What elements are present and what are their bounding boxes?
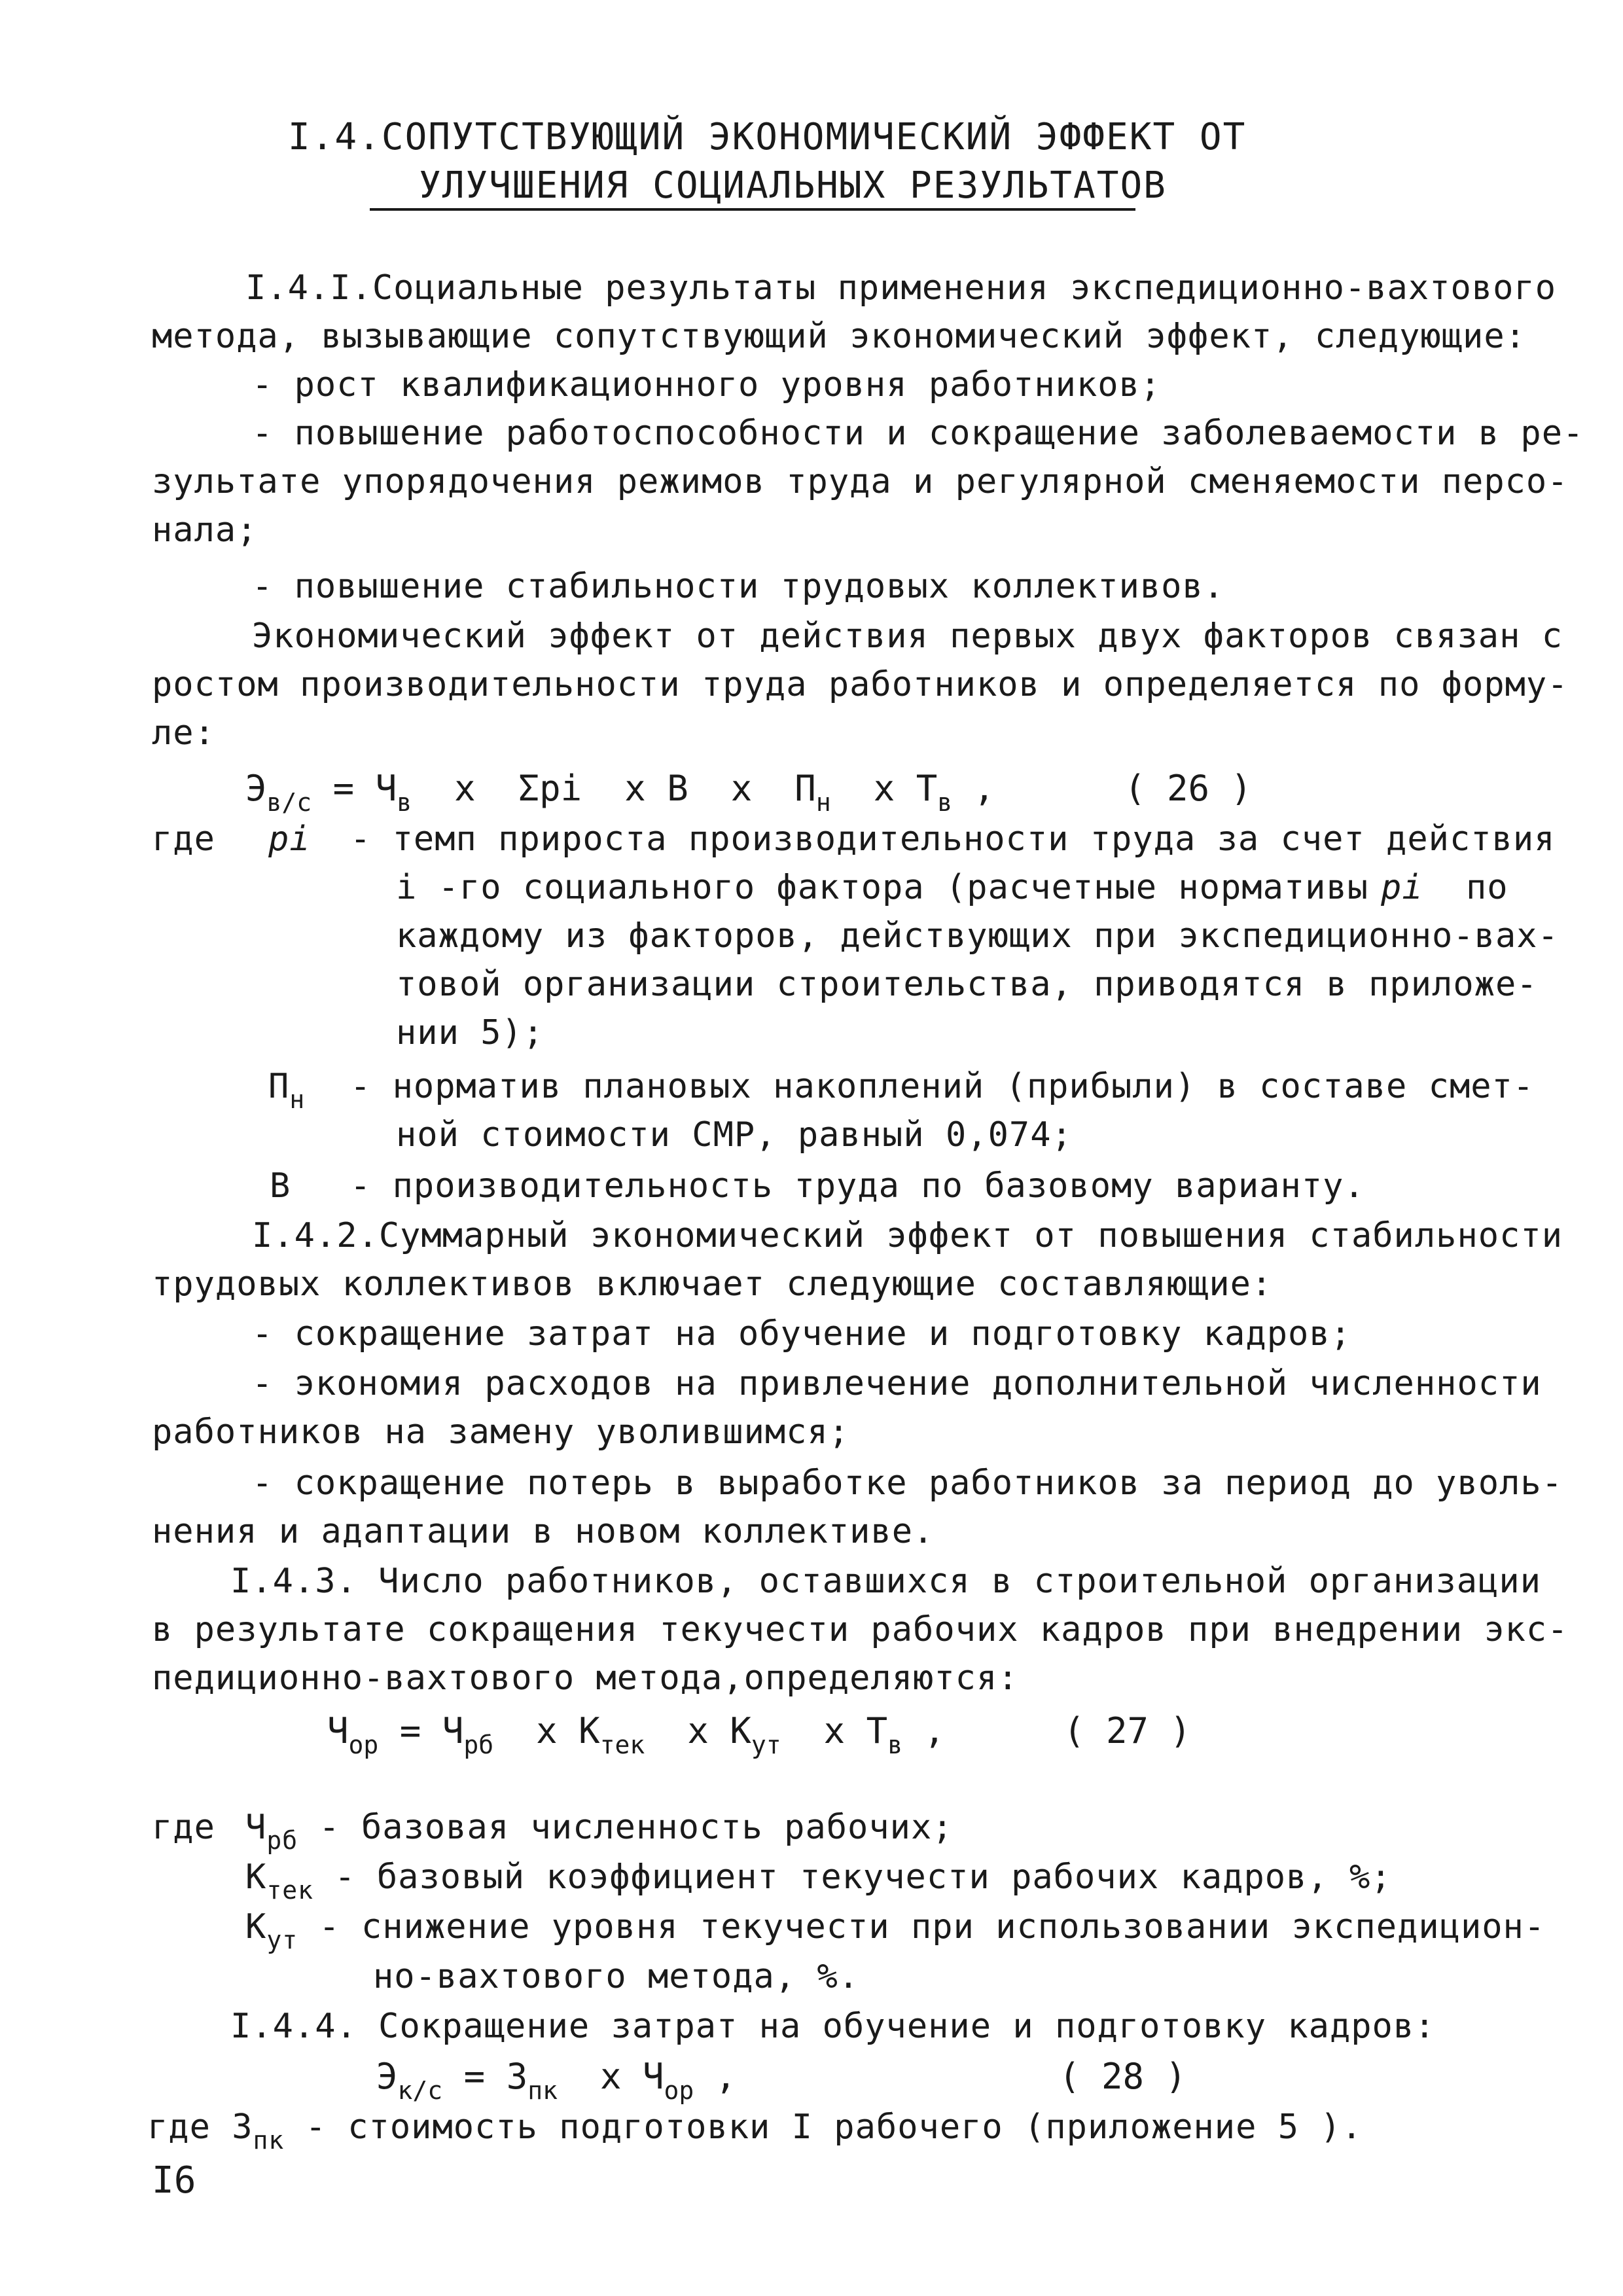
list-item-workability-cont2: нала; [152,511,258,550]
heading-underline [370,208,1135,211]
list-item-hiring-cont: работников на замену уволившимся; [152,1412,850,1452]
def-pi-line2: i -го социального фактора (расчетные нормативы [396,868,1369,907]
para-141-line2: метода, вызывающие сопутствующий экономический эффект, следующие: [152,317,1526,356]
def-pi-line3: каждому из факторов, действующих при экспедиционно-вах- [396,916,1559,956]
list-item-qualification: - рост квалификационного уровня работников; [252,365,1162,404]
list-item-losses-cont: нения и адаптации в новом коллективе. [152,1512,935,1551]
formula-27-number: ( 27 ) [1063,1710,1192,1751]
formula-28-number: ( 28 ) [1059,2056,1187,2097]
list-item-workability: - повышение работоспособности и сокращение заболеваемости в ре- [252,414,1584,453]
def-pi-line2-end: по [1466,868,1508,907]
page-number: I6 [152,2159,196,2202]
def-pn-line1: - норматив плановых накоплений (прибыли) в составе смет- [350,1067,1535,1106]
para-142-line1: I.4.2.Суммарный экономический эффект от повышения стабильности [252,1216,1563,1255]
def-ktek: $К_{тек}$ - базовый коэффициент текучести рабочих кадров, %; [245,1857,1392,1905]
formula-26: $Э_{в/с} = Ч_в$ x Σpi x В x $П_н$ x $Т_в$ , [245,768,995,817]
symbol-b: В [270,1166,291,1206]
section-heading-line2: УЛУЧШЕНИЯ СОЦИАЛЬНЫХ РЕЗУЛЬТАТОВ [419,164,1167,207]
def-pn-line2: ной стоимости СМР, равный 0,074; [396,1115,1073,1155]
para-142-line2: трудовых коллективов включает следующие составляющие: [152,1265,1273,1304]
def-zpk: где $З_{пк}$ - стоимость подготовки I рабочего (приложение 5 ). [147,2108,1363,2155]
list-item-losses: - сокращение потерь в выработке работников за период до уволь- [252,1463,1563,1503]
list-item-training: - сокращение затрат на обучение и подготовку кадров; [252,1314,1351,1354]
formula-27: $Ч_{ор} = Ч_{рб}$ x $К_{тек}$ x $К_{ут}$ x $Т_в$ , [327,1710,946,1759]
formula-26-number: ( 26 ) [1124,768,1253,809]
para-effect-line1: Экономический эффект от действия первых двух факторов связан с [252,617,1563,656]
para-effect-line3: ле: [152,713,215,753]
def-b-line1: - производительность труда по базовому варианту. [350,1166,1365,1206]
list-item-hiring: - экономия расходов на привлечение дополнительной численности [252,1364,1542,1403]
para-141-line1: I.4.I.Социальные результаты применения экспедиционно-вахтового [245,268,1557,308]
symbol-pn: $П_н$ [268,1067,306,1114]
def-kut-line2: но-вахтового метода, %. [373,1957,860,1996]
where-label-26: где [152,819,215,859]
list-item-stability: - повышение стабильности трудовых коллективов. [252,567,1225,606]
section-heading-line1: I.4.СОПУТСТВУЮЩИЙ ЭКОНОМИЧЕСКИЙ ЭФФЕКТ ОТ [288,116,1247,158]
formula-28: $Э_{к/с} = З_{пк}$ x $Ч_{ор}$ , [376,2056,737,2105]
def-pi-line4: товой организации строительства, приводятся в приложе- [396,965,1538,1004]
def-pi-line1: - темп прироста производительности труда за счет действия [350,819,1556,859]
where-label-27: где [152,1808,215,1847]
para-143-line2: в результате сокращения текучести рабочих кадров при внедрении экс- [152,1610,1569,1649]
def-chrb: $Ч_{рб}$ - базовая численность рабочих; [245,1808,954,1855]
def-pi-line5: нии 5); [396,1013,544,1052]
list-item-workability-cont1: зультате упорядочения режимов труда и регулярной сменяемости персо- [152,462,1569,501]
para-effect-line2: ростом производительности труда работников и определяется по форму- [152,665,1569,704]
para-143-line3: педиционно-вахтового метода,определяются: [152,1659,1019,1698]
symbol-pi: pi [268,819,311,859]
def-kut-line1: $К_{ут}$ - снижение уровня текучести при использовании экспедицион- [245,1907,1546,1954]
para-143-line1: I.4.3. Число работников, оставшихся в строительной организации [230,1562,1542,1601]
symbol-pi-inline: pi [1381,868,1423,907]
para-144-line1: I.4.4. Сокращение затрат на обучение и подготовку кадров: [230,2007,1436,2046]
